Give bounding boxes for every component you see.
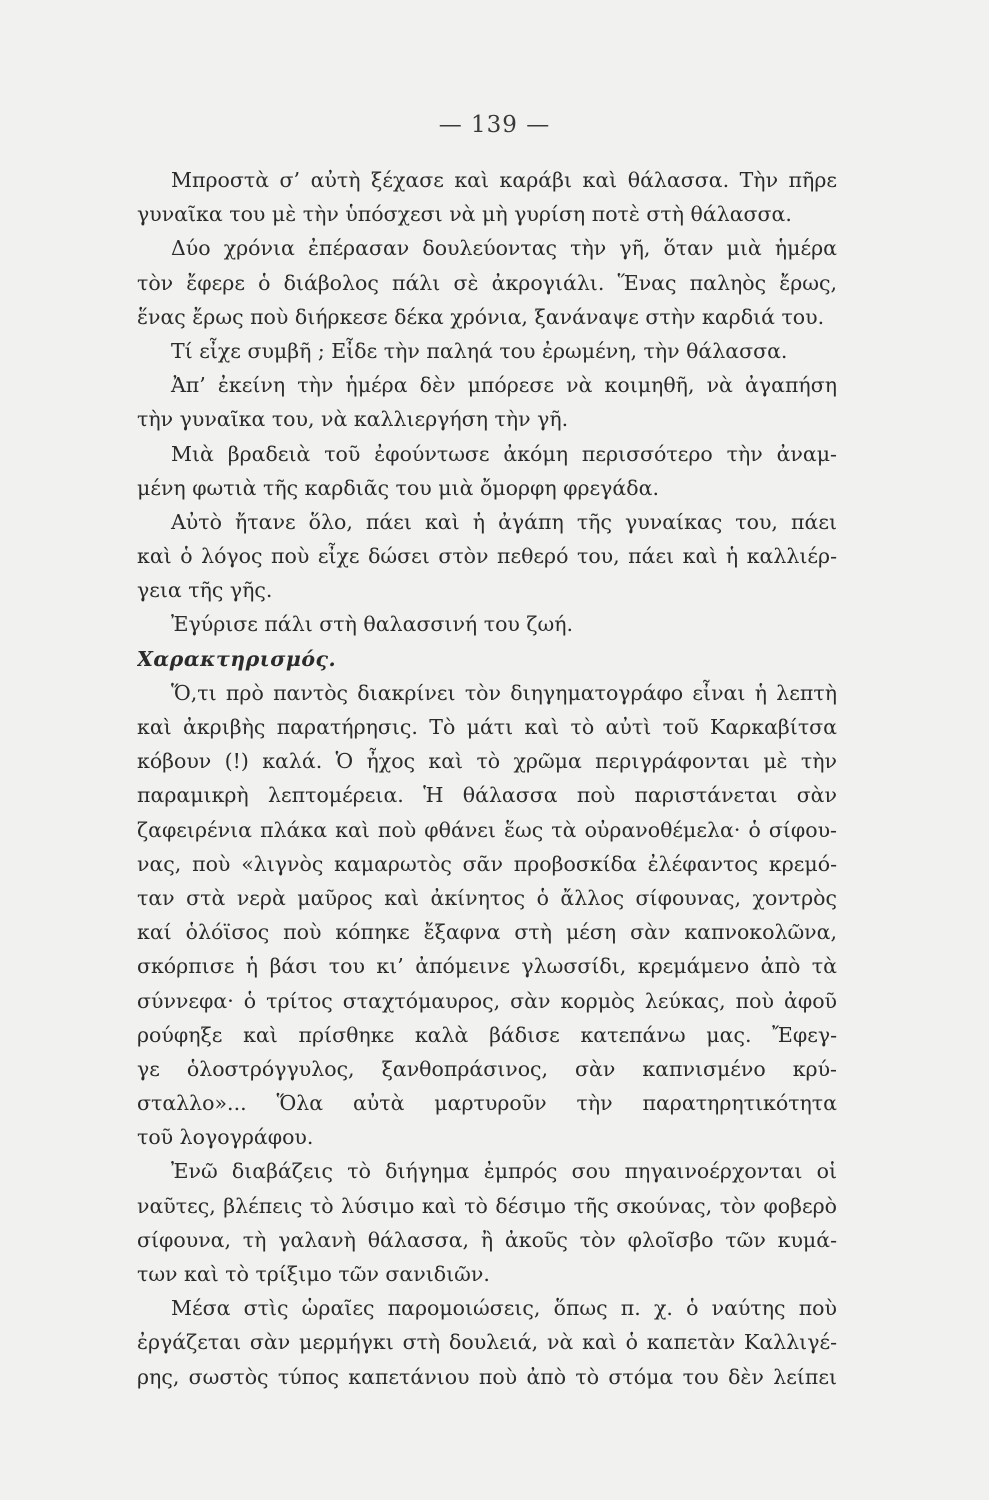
text-line: Δύο χρόνια ἐπέρασαν δουλεύοντας τὴν γῆ, ὅταν μιὰ ἡμέρα [171,236,837,261]
text-line: καὶ ὁ λόγος ποὺ εἶχε δώσει στὸν πεθερό του, πάει καὶ ἡ καλλιέρ- [137,544,837,569]
text-line: των καὶ τὸ τρίξιμο τῶν σανιδιῶν. [137,1262,490,1286]
text-line: γε ὁλοστρόγγυλος, ξανθοπράσινος, σὰν καπνισμένο κρύ- [137,1056,837,1081]
text-line: τὴν γυναῖκα του, νὰ καλλιεργήση τὴν γῆ. [137,407,569,432]
text-line: Αὐτὸ ἤτανε ὅλο, πάει καὶ ἡ ἀγάπη τῆς γυναίκας του, πάει [171,509,837,534]
text-line: Μέσα στὶς ὡραῖες παρομοιώσεις, ὅπως π. χ. ὁ ναύτης ποὺ [171,1296,837,1321]
text-line: Τί εἶχε συμβῆ ; Εἶδε τὴν παληά του ἐρωμένη, τὴν θάλασσα. [171,338,788,363]
text-line: καί ὁλόϊσος ποὺ κόπηκε ἔξαφνα στὴ μέση σὰν καπνοκολῶνα, [137,920,837,945]
text-line: ἐργάζεται σὰν μερμήγκι στὴ δουλειά, νὰ καὶ ὁ καπετὰν Καλλιγέ- [137,1330,837,1355]
text-line: σύννεφα· ὁ τρίτος σταχτόμαυρος, σὰν κορμὸς λεύκας, ποὺ ἀφοῦ [137,988,837,1013]
text-line: σκόρπισε ἡ βάσι του κι’ ἀπόμεινε γλωσσίδι, κρεμάμενο ἀπὸ τὰ [137,954,837,979]
text-line: κόβουν (!) καλά. Ὁ ἦχος καὶ τὸ χρῶμα περιγράφονται μὲ τὴν [137,749,837,774]
text-line: ἕνας ἔρως ποὺ διήρκεσε δέκα χρόνια, ξανάναψε στὴν καρδιά του. [137,304,825,329]
text-line: ρης, σωστὸς τύπος καπετάνιου ποὺ ἀπὸ τὸ στόμα του δὲν λείπει [137,1364,837,1389]
text-line: ζαφειρένια πλάκα καὶ ποὺ φθάνει ἕως τὰ οὐρανοθέμελα· ὁ σίφου- [137,817,837,842]
text-line: τὸν ἔφερε ὁ διάβολος πάλι σὲ ἀκρογιάλι. Ἕνας παληὸς ἔρως, [137,270,837,295]
section-heading: Χαρακτηρισμός. [137,646,337,671]
text-line: γεια τῆς γῆς. [137,578,273,603]
text-line: σίφουνα, τὴ γαλανὴ θάλασσα, ἢ ἀκοῦς τὸν φλοῖσβο τῶν κυμά- [137,1227,837,1252]
text-line: Ἀπ’ ἐκείνη τὴν ἡμέρα δὲν μπόρεσε νὰ κοιμηθῆ, νὰ ἀγαπήση [171,373,837,398]
text-line: Ἐγύρισε πάλι στὴ θαλασσινή του ζωή. [171,612,574,637]
text-line: ναῦτες, βλέπεις τὸ λύσιμο καὶ τὸ δέσιμο τῆς σκούνας, τὸν φοβερὸ [137,1193,837,1218]
text-line: καὶ ἀκριβὴς παρατήρησις. Τὸ μάτι καὶ τὸ αὐτὶ τοῦ Καρκαβίτσα [137,715,837,739]
text-line: μένη φωτιὰ τῆς καρδιᾶς του μιὰ ὄμορφη φρεγάδα. [137,475,659,500]
text-line: Μιὰ βραδειὰ τοῦ ἐφούντωσε ἀκόμη περισσότερο τὴν ἀναμ- [171,441,837,466]
text-line: νας, ποὺ «λιγνὸς καμαρωτὸς σᾶν προβοσκίδα ἐλέφαντος κρεμό- [137,851,837,876]
text-line: Ὅ,τι πρὸ παντὸς διακρίνει τὸν διηγηματογράφο εἶναι ἡ λεπτὴ [171,680,837,705]
text-line: παραμικρὴ λεπτομέρεια. Ἡ θάλασσα ποὺ παριστάνεται σὰν [137,783,837,808]
body-text [137,163,837,1394]
text-line: ρούφηξε καὶ πρίσθηκε καλὰ βάδισε κατεπάνω μας. Ἔφεγ- [137,1022,837,1047]
text-line: γυναῖκα του μὲ τὴν ὑπόσχεσι νὰ μὴ γυρίση ποτὲ στὴ θάλασσα. [137,202,792,227]
text-line: τοῦ λογογράφου. [137,1125,314,1150]
page-number: — 139 — [438,112,551,138]
text-line: Ἐνῶ διαβάζεις τὸ διήγημα ἐμπρός σου πηγαινοέρχονται οἱ [171,1159,837,1184]
text-line: ταν στὰ νερὰ μαῦρος καὶ ἀκίνητος ὁ ἄλλος σίφουνας, χοντρὸς [137,885,837,910]
text-line: Μπροστὰ σ’ αὐτὴ ξέχασε καὶ καράβι καὶ θάλασσα. Τὴν πῆρε [171,168,837,192]
text-line: σταλλο»... Ὅλα αὐτὰ μαρτυροῦν τὴν παρατηρητικότητα [137,1091,837,1116]
